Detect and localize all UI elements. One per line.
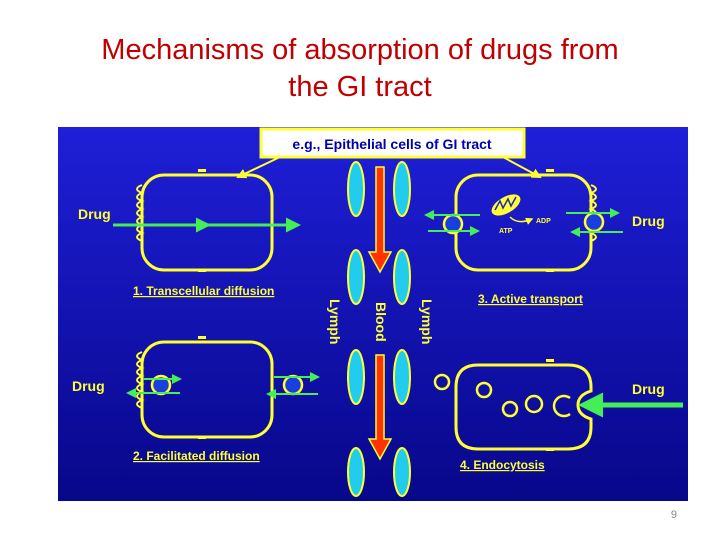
lymph-vessel-segment	[348, 350, 364, 404]
adp-label: ADP	[536, 218, 551, 225]
lymph-vessel-segment	[394, 448, 410, 496]
page-number: 9	[670, 509, 677, 521]
tight-junction	[198, 336, 206, 339]
tight-junction	[198, 269, 206, 272]
slide-title	[0, 32, 720, 106]
tight-junction	[546, 269, 554, 272]
drug-label-cell-2: Drug	[72, 378, 105, 394]
atp-label: ATP	[499, 228, 513, 235]
carrier-protein	[585, 213, 603, 231]
drug-label-cell-4: Drug	[632, 381, 665, 397]
lymph-vessel-segment	[394, 350, 410, 404]
header-box	[261, 129, 524, 157]
mechanism-label-endocytosis: 4. Endocytosis	[460, 458, 545, 472]
absorption-diagram	[58, 127, 688, 501]
tight-junction	[546, 169, 554, 172]
drug-label-cell-3: Drug	[632, 213, 665, 229]
mechanism-label-transcellular: 1. Transcellular diffusion	[133, 284, 275, 298]
lymph-vessel-segment	[348, 162, 364, 216]
lymph-vessel-segment	[394, 162, 410, 216]
carrier-protein	[284, 376, 302, 394]
header-box-label: e.g., Epithelial cells of GI tract	[292, 136, 492, 152]
slide-title-line-2: the GI tract	[288, 71, 432, 103]
drug-label-cell-1: Drug	[78, 206, 111, 222]
mechanism-label-facilitated: 2. Facilitated diffusion	[133, 449, 260, 463]
lymph-label-left: Lymph	[327, 299, 343, 345]
tight-junction	[546, 448, 554, 451]
tight-junction	[198, 169, 206, 172]
lymph-label-right: Lymph	[419, 299, 435, 345]
lymph-vessel-segment	[348, 448, 364, 496]
lymph-vessel-segment	[394, 250, 410, 304]
blood-label: Blood	[373, 302, 389, 342]
tight-junction	[546, 359, 554, 362]
slide-title-line-1: Mechanisms of absorption of drugs from	[101, 34, 619, 66]
mechanism-label-active-transport: 3. Active transport	[478, 292, 583, 306]
tight-junction	[198, 436, 206, 439]
lymph-vessel-segment	[348, 250, 364, 304]
